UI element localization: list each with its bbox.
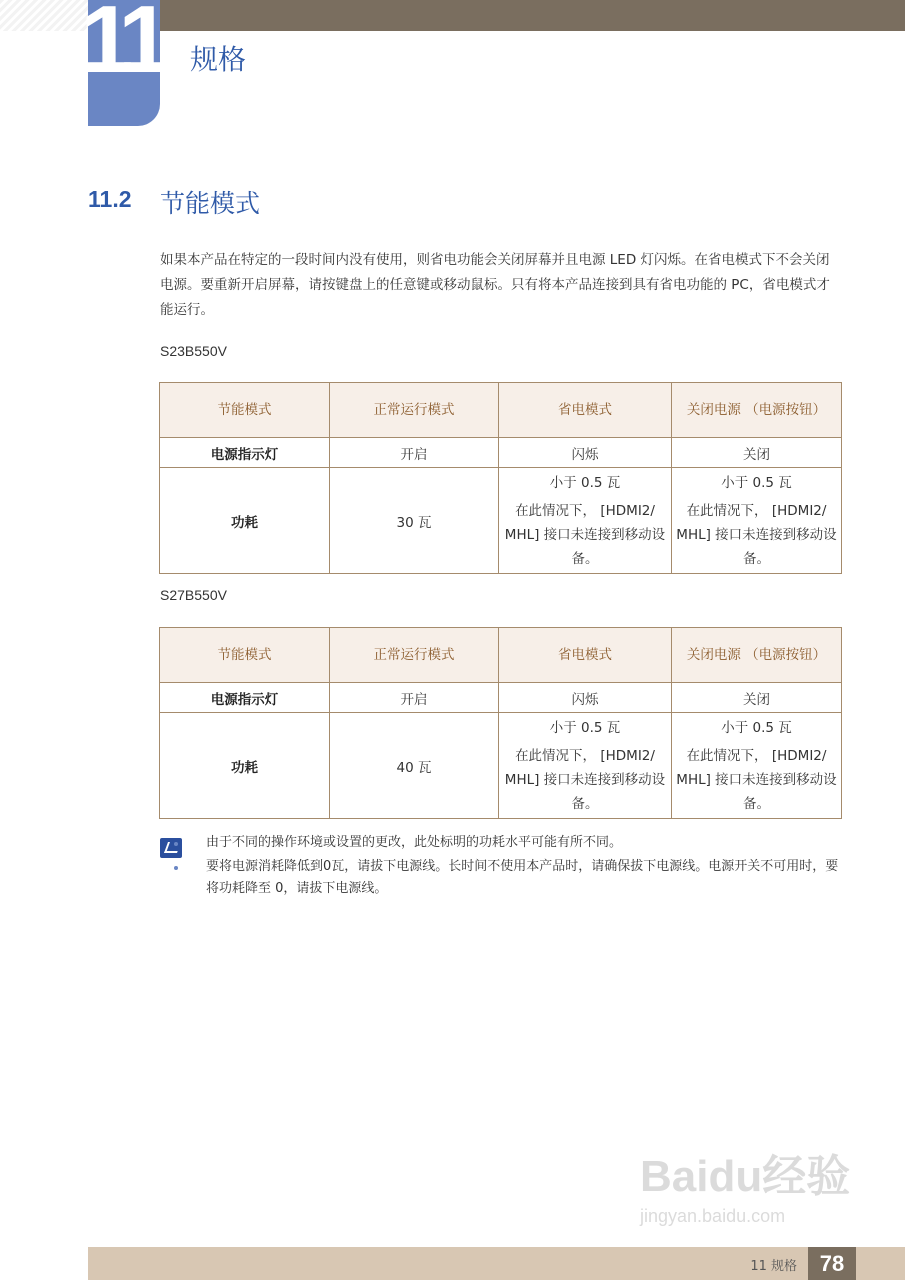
table-header-row <box>160 628 842 683</box>
watermark-logo: Baidu经验 <box>640 1152 851 1201</box>
power-limit: 小于 0.5 瓦 <box>721 474 792 491</box>
header-cell: 节能模式 <box>160 628 330 683</box>
header-stripe <box>0 0 88 31</box>
row-header: 功耗 <box>160 713 330 819</box>
header-cell: 正常运行模式 <box>330 628 499 683</box>
power-note: 在此情况下， [HDMI2/ MHL] 接口未连接到移动设备。 <box>676 502 837 567</box>
page-number: 78 <box>808 1247 856 1280</box>
table-row <box>160 683 842 713</box>
watermark-url: jingyan.baidu.com <box>640 1206 786 1226</box>
table-cell <box>672 468 842 574</box>
table-cell <box>672 713 842 819</box>
row-header: 电源指示灯 <box>160 438 330 468</box>
section-number: 11.2 <box>88 186 132 212</box>
chapter-number: 11 <box>80 0 162 93</box>
table-cell: 30 瓦 <box>330 468 499 574</box>
row-header: 电源指示灯 <box>160 683 330 713</box>
note-item: 由于不同的操作环境或设置的更改，此处标明的功耗水平可能有所不同。 <box>206 832 850 854</box>
header-cell: 关闭电源 （电源按钮） <box>672 628 842 683</box>
footer-chapter-label: 11 规格 <box>750 1259 797 1274</box>
baidu-watermark <box>640 1140 860 1240</box>
header-cell: 节能模式 <box>160 383 330 438</box>
power-limit: 小于 0.5 瓦 <box>549 474 621 491</box>
table-cell: 闪烁 <box>499 438 672 468</box>
header-cell: 省电模式 <box>499 383 672 438</box>
section-title: 节能模式 <box>160 189 261 218</box>
table-header-row <box>160 383 842 438</box>
power-table <box>159 627 842 819</box>
power-limit: 小于 0.5 瓦 <box>549 719 621 736</box>
power-note: 在此情况下， [HDMI2/ MHL] 接口未连接到移动设备。 <box>504 747 666 812</box>
chapter-title: 规格 <box>190 43 247 76</box>
table-cell: 闪烁 <box>499 683 672 713</box>
table-cell: 开启 <box>330 438 499 468</box>
power-table <box>159 382 842 574</box>
notes-list <box>160 832 850 900</box>
table-row <box>160 468 842 574</box>
power-note: 在此情况下， [HDMI2/ MHL] 接口未连接到移动设备。 <box>504 502 666 567</box>
table-row <box>160 438 842 468</box>
table-cell: 40 瓦 <box>330 713 499 819</box>
chapter-block <box>80 0 162 126</box>
model-label: S23B550V <box>160 343 227 359</box>
row-header: 功耗 <box>160 468 330 574</box>
power-note: 在此情况下， [HDMI2/ MHL] 接口未连接到移动设备。 <box>676 747 837 812</box>
table-cell: 关闭 <box>672 438 842 468</box>
note-pencil-icon <box>160 838 182 858</box>
header-cell: 关闭电源 （电源按钮） <box>672 383 842 438</box>
header-cell: 省电模式 <box>499 628 672 683</box>
table-cell <box>499 713 672 819</box>
notes-section <box>160 832 850 902</box>
note-item: 要将电源消耗降低到0瓦，请拔下电源线。长时间不使用本产品时，请确保拔下电源线。电源开关不可用时，要将功耗降至 0，请拔下电源线。 <box>206 856 850 900</box>
header-cell: 正常运行模式 <box>330 383 499 438</box>
header-bar <box>160 0 905 31</box>
model-label: S27B550V <box>160 587 227 603</box>
table-cell: 关闭 <box>672 683 842 713</box>
intro-paragraph: 如果本产品在特定的一段时间内没有使用，则省电功能会关闭屏幕并且电源 LED 灯闪烁。在省电模式下不会关闭电源。要重新开启屏幕，请按键盘上的任意键或移动鼠标。只有将本产品连接到具有省电功能的 PC，省电模式才能运行。 <box>160 252 830 318</box>
table-cell <box>499 468 672 574</box>
power-limit: 小于 0.5 瓦 <box>721 719 792 736</box>
table-cell: 开启 <box>330 683 499 713</box>
table-row <box>160 713 842 819</box>
